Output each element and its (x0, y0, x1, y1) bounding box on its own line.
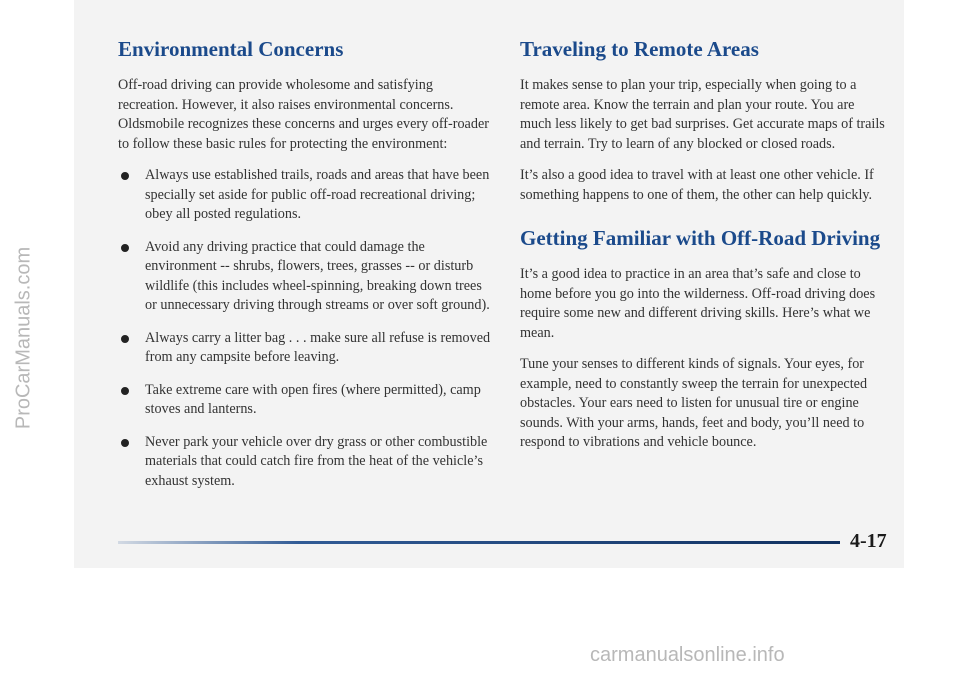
side-watermark (4, 0, 44, 676)
intro-paragraph: Off-road driving can provide wholesome and satisfying recreation. However, it also raises environmental concerns. Oldsmobile recognizes these concerns and urges every off-roader to follow these basic rules for protecting the environment: (118, 77, 489, 152)
bullet-icon (121, 387, 129, 395)
list-item-text: Never park your vehicle over dry grass or other combustible materials that could catch fire from the heat of the vehicle’s exhaust system. (145, 433, 488, 489)
list-item-text: Avoid any driving practice that could damage the environment -- shrubs, flowers, trees, grasses -- or disturb wildlife (this includes wheel-spinning, breaking down trees or unnecessary driving through streams or over soft ground). (145, 238, 490, 313)
list-item (118, 166, 493, 225)
list-item (118, 329, 493, 368)
page-number: 4-17 (850, 530, 887, 552)
list-item (118, 238, 493, 316)
bullet-icon (121, 244, 129, 252)
paragraph-practice: It’s a good idea to practice in an area that’s safe and close to home before you go into the wilderness. Off-road driving does require some new and different driving skills. Here’s what we mean. (520, 266, 876, 341)
list-item-text: Always carry a litter bag . . . make sure all refuse is removed from any campsite before leaving. (145, 329, 491, 365)
rules-list (118, 166, 493, 491)
footer-rule (118, 540, 840, 546)
heading-getting-familiar: Getting Familiar with Off-Road Driving (520, 226, 881, 250)
bullet-icon (121, 172, 129, 180)
paragraph-senses: Tune your senses to different kinds of signals. Your eyes, for example, need to constantly sweep the terrain for unexpected obstacles. Your ears need to listen for unusual tire or engine sounds. With your arms, hands, feet and body, you’ll need to respond to vibrations and vehicle bounce. (520, 356, 868, 450)
paragraph-travel-with-vehicle: It’s also a good idea to travel with at least one other vehicle. If something happens to one of them, the other can help quickly. (520, 167, 874, 203)
bottom-watermark: carmanualsonline.info (590, 644, 785, 666)
paragraph-plan-trip: It makes sense to plan your trip, especially when going to a remote area. Know the terrain and plan your route. You are much less likely to get bad surprises. Get accurate maps of trails and terrain. Try to learn of any blocked or closed roads. (520, 77, 885, 152)
list-item (118, 381, 493, 420)
side-watermark-text: ProCarManuals.com (12, 246, 35, 430)
heading-traveling-remote-areas: Traveling to Remote Areas (520, 37, 759, 61)
list-item-text: Take extreme care with open fires (where permitted), camp stoves and lanterns. (145, 381, 481, 417)
list-item-text: Always use established trails, roads and areas that have been specially set aside for public off-road recreational driving; obey all posted regulations. (145, 167, 490, 222)
bullet-icon (121, 335, 129, 343)
heading-environmental-concerns: Environmental Concerns (118, 37, 344, 61)
list-item (118, 433, 493, 492)
bullet-icon (121, 439, 129, 447)
right-column (520, 36, 885, 465)
left-column (118, 36, 493, 504)
